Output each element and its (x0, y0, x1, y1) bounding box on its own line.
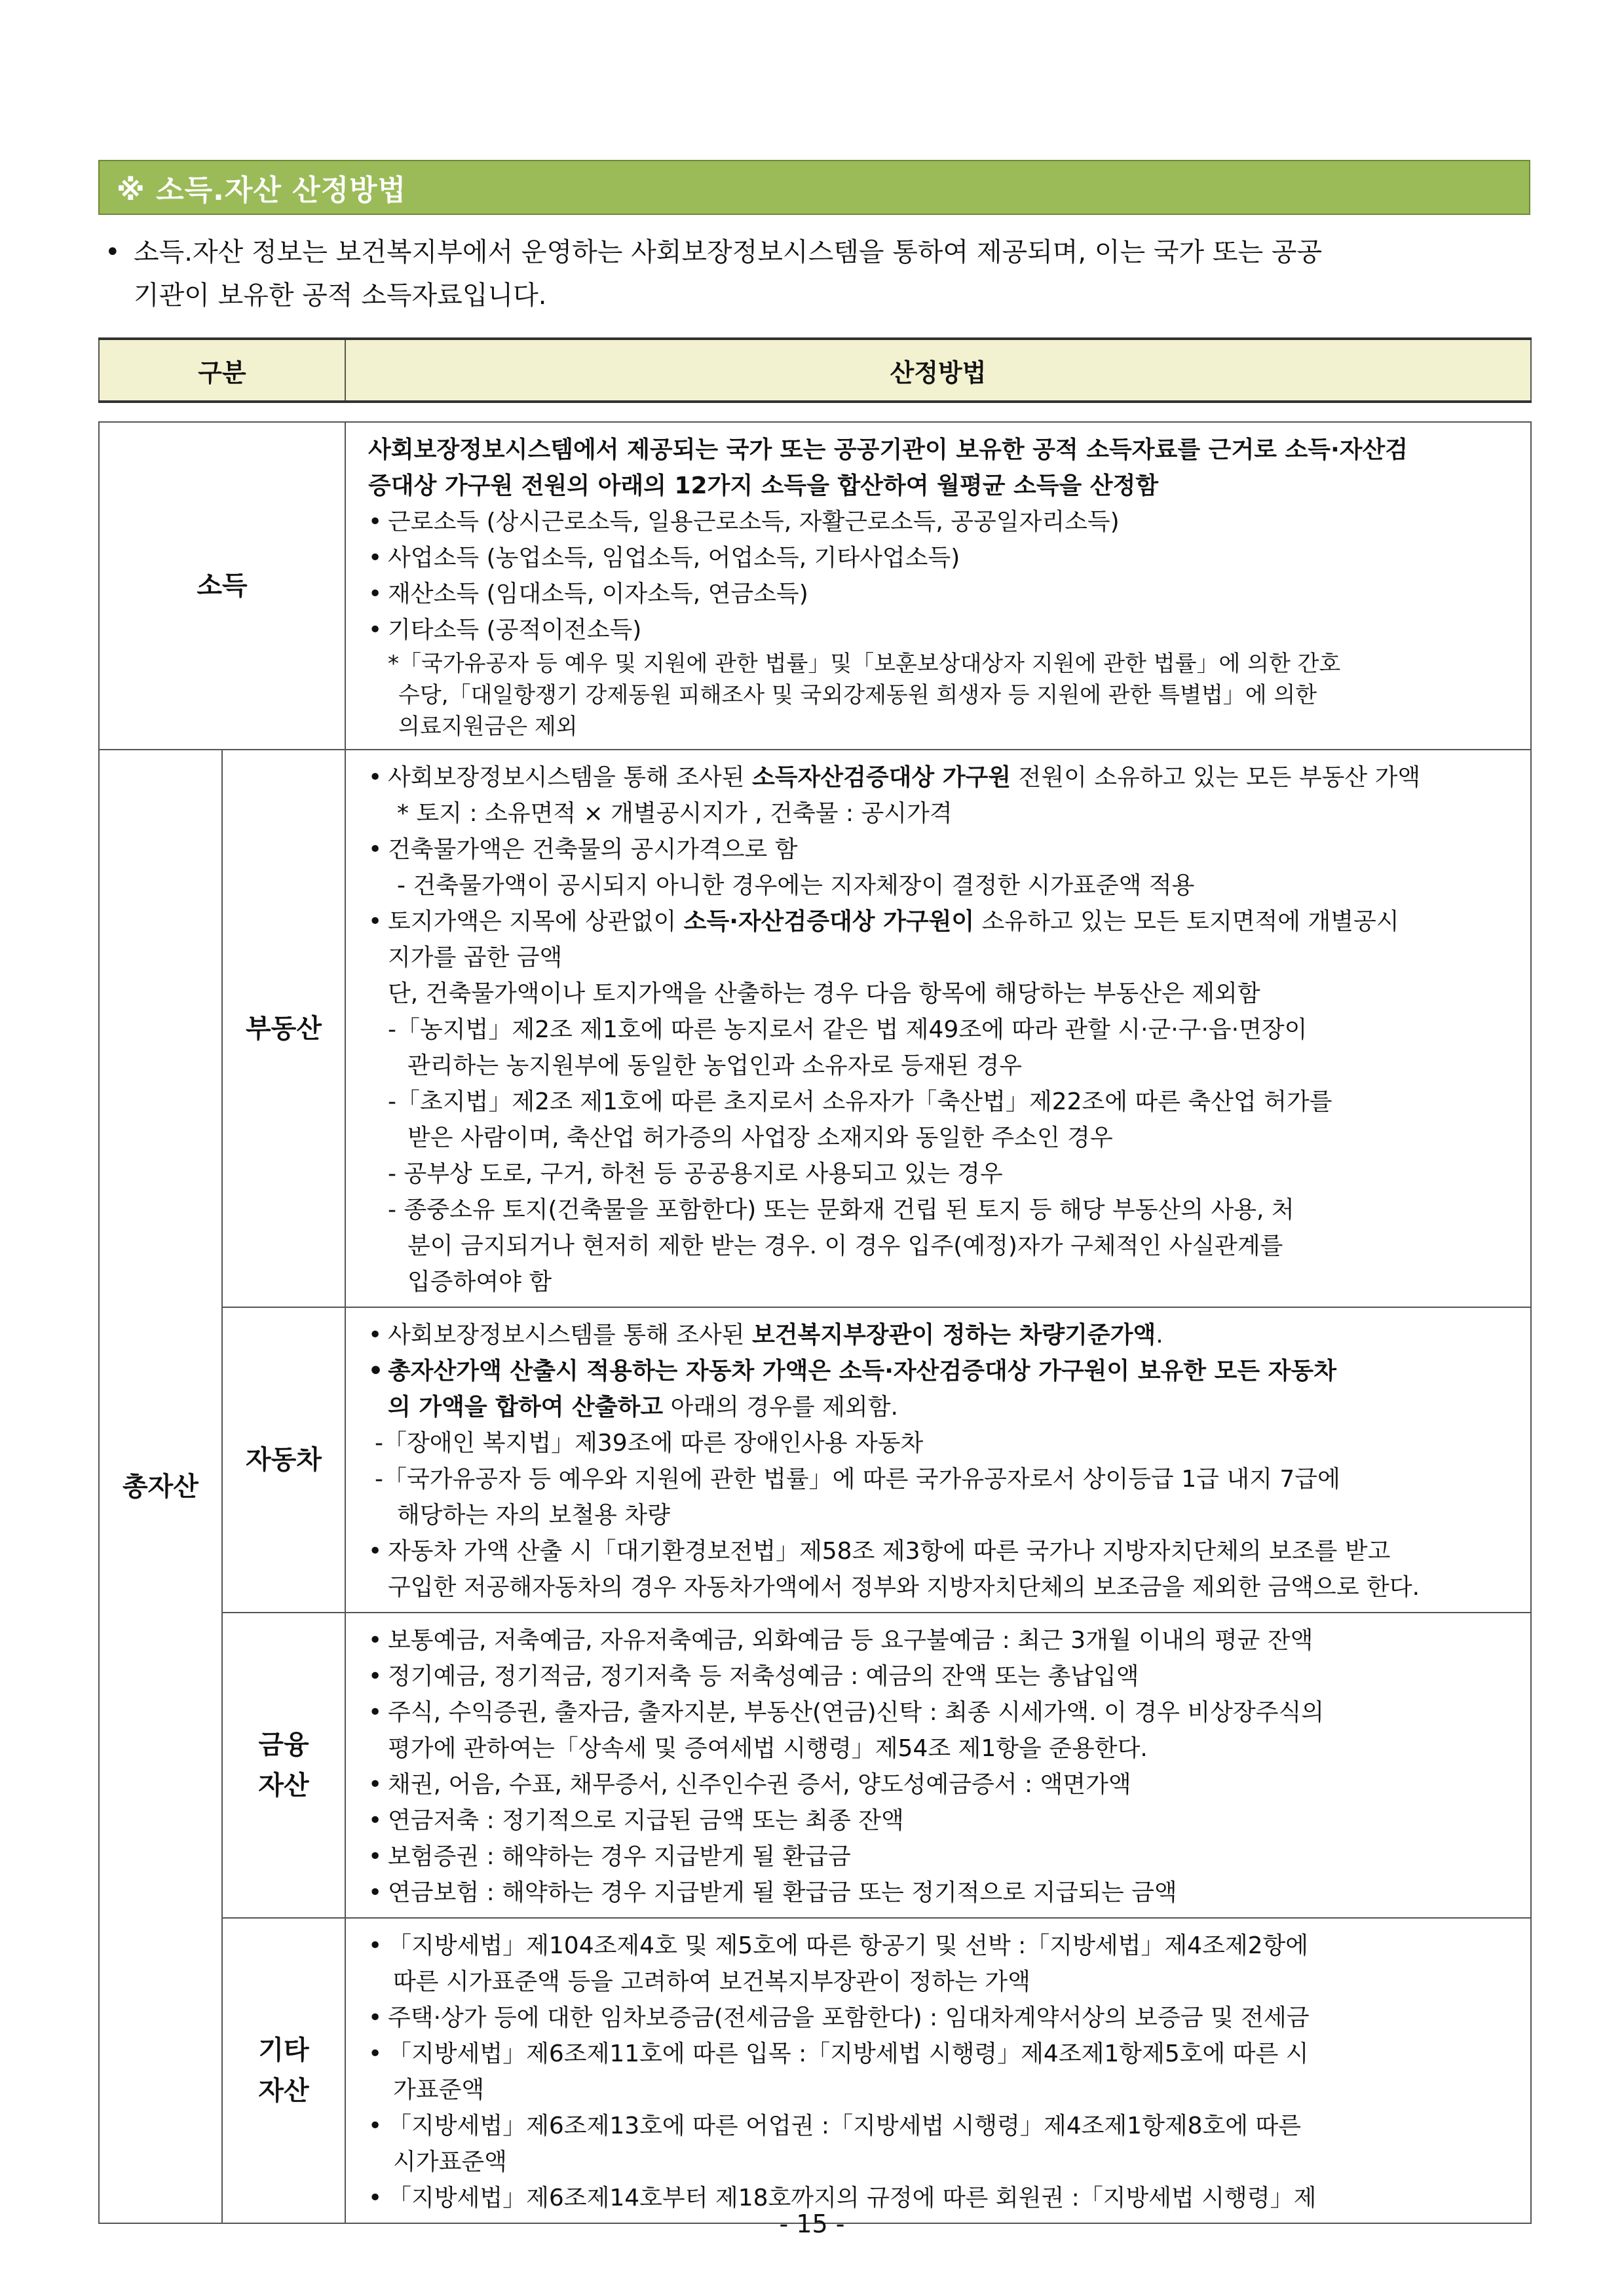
realestate-content (345, 750, 1531, 1307)
table-row-income (99, 422, 1531, 750)
financial-item: • 보험증권 : 해약하는 경우 지급받게 될 환급금 (368, 1839, 1517, 1875)
category-label: 자산 (258, 1770, 309, 1801)
realestate-line: 받은 사람이며, 축산업 허가증의 사업장 소재지와 동일한 주소인 경우 (407, 1124, 1113, 1151)
text-span: 전원이 소유하고 있는 모든 부동산 가액 (1011, 764, 1421, 791)
realestate-line: * 토지 : 소유면적 × 개별공시지가 , 건축물 : 공시가격 (397, 800, 953, 827)
other-item-cont: 따른 시가표준액 등을 고려하여 보건복지부장관이 정하는 가액 (393, 1968, 1030, 1995)
category-label: 자산 (258, 2076, 309, 2106)
income-note: *「국가유공자 등 예우 및 지원에 관한 법률」및「보훈보상대상자 지원에 관한 법률」에 의한 간호 (388, 651, 1341, 677)
section-title: ※ 소득.자산 산정방법 (117, 174, 407, 207)
income-note: 수당,「대일항쟁기 강제동원 피해조사 및 국외강제동원 희생자 등 지원에 관한 특별법」에 의한 (398, 682, 1317, 708)
other-item-cont: 가표준액 (393, 2076, 485, 2103)
financial-item: • 연금저축 : 정기적으로 지급된 금액 또는 최종 잔액 (368, 1803, 1517, 1839)
realestate-line (368, 904, 1517, 940)
vehicle-line: • 자동차 가액 산출 시「대기환경보전법」제58조 제3항에 따른 국가나 지방자치단체의 보조를 받고 (368, 1533, 1517, 1569)
vehicle-line (368, 1389, 1517, 1425)
income-item: • 사업소득 (농업소득, 임업소득, 어업소득, 기타사업소득) (368, 540, 1517, 576)
financial-item-cont: 평가에 관하여는「상속세 및 증여세법 시행령」제54조 제1항을 준용한다. (388, 1735, 1148, 1762)
realestate-line: -「초지법」제2조 제1호에 따른 초지로서 소유자가「축산법」제22조에 따른 축산업 허가를 (388, 1088, 1332, 1115)
text-span: 아래의 경우를 제외함. (663, 1394, 898, 1421)
financial-item: • 보통예금, 저축예금, 자유저축예금, 외화예금 등 요구불예금 : 최근 3개월 이내의 평균 잔액 (368, 1622, 1517, 1658)
income-item: • 재산소득 (임대소득, 이자소득, 연금소득) (368, 576, 1517, 612)
category-total-assets: 총자산 (99, 750, 222, 2223)
table-row-financial (99, 1613, 1531, 1918)
vehicle-line (368, 1317, 1517, 1353)
other-item: • 「지방세법」제6조제13호에 따른 어업권 :「지방세법 시행령」제4조제1항제8호에 따른 (368, 2108, 1517, 2144)
realestate-line: -「농지법」제2조 제1호에 따른 농지로서 같은 법 제49조에 따라 관할 시·군·구·읍·면장이 (388, 1016, 1308, 1043)
category-financial (222, 1613, 345, 1918)
vehicle-line: -「장애인 복지법」제39조에 따른 장애인사용 자동차 (375, 1430, 924, 1457)
realestate-line (368, 759, 1517, 795)
text-span-bold: 소득·자산검증대상 가구원이 (683, 908, 975, 935)
header-category: 구분 (99, 339, 345, 402)
text-span-bold: 소득자산검증대상 가구원 (752, 764, 1011, 791)
text-span: 사회보장정보시스템을 통해 조사된 (388, 764, 752, 791)
text-span-bold: 의 가액을 합하여 산출하고 (388, 1394, 664, 1421)
other-content (345, 1918, 1531, 2223)
income-note: 의료지원금은 제외 (398, 714, 578, 740)
vehicle-line: 해당하는 자의 보철용 차량 (397, 1502, 670, 1529)
section-title-bar (98, 160, 1530, 215)
other-item: • 「지방세법」제6조제11호에 따른 입목 :「지방세법 시행령」제4조제1항제5호에 따른 시 (368, 2036, 1517, 2072)
financial-item: • 연금보험 : 해약하는 경우 지급받게 될 환급금 또는 정기적으로 지급되는 금액 (368, 1875, 1517, 1911)
category-income: 소득 (99, 422, 345, 750)
realestate-line: - 건축물가액이 공시되지 아니한 경우에는 지자체장이 결정한 시가표준액 적용 (397, 872, 1195, 899)
text-span: 토지가액은 지목에 상관없이 (388, 908, 684, 935)
category-realestate: 부동산 (222, 750, 345, 1307)
realestate-line: • 건축물가액은 건축물의 공시가격으로 함 (368, 832, 1517, 868)
income-content (345, 422, 1531, 750)
income-lead: 증대상 가구원 전원의 아래의 12가지 소득을 합산하여 월평균 소득을 산정함 (368, 472, 1159, 499)
realestate-line: 입증하여야 함 (407, 1269, 552, 1295)
income-item: • 근로소득 (상시근로소득, 일용근로소득, 자활근로소득, 공공일자리소득) (368, 504, 1517, 540)
realestate-line: 단, 건축물가액이나 토지가액을 산출하는 경우 다음 항목에 해당하는 부동산은 제외함 (388, 980, 1260, 1007)
vehicle-line: • 총자산가액 산출시 적용하는 자동차 가액은 소득·자산검증대상 가구원이 보유한 모든 자동차 (368, 1353, 1517, 1389)
realestate-line: 관리하는 농지원부에 동일한 농업인과 소유자로 등재된 경우 (407, 1052, 1023, 1079)
other-item: • 「지방세법」제104조제4호 및 제5호에 따른 항공기 및 선박 :「지방세법」제4조제2항에 (368, 1928, 1517, 1964)
financial-item: • 정기예금, 정기적금, 정기저축 등 저축성예금 : 예금의 잔액 또는 총납입액 (368, 1658, 1517, 1694)
table-spacer (99, 402, 1531, 422)
other-item-cont: 시가표준액 (393, 2149, 507, 2175)
page-number: - 15 - (779, 2210, 845, 2238)
intro-line: 소득.자산 정보는 보건복지부에서 운영하는 사회보장정보시스템을 통하여 제공되며, 이는 국가 또는 공공 (134, 237, 1323, 267)
category-label: 금융 (258, 1730, 309, 1760)
income-item: • 기타소득 (공적이전소득) (368, 612, 1517, 648)
financial-item: • 채권, 어음, 수표, 채무증서, 신주인수권 증서, 양도성예금증서 : 액면가액 (368, 1767, 1517, 1803)
category-other (222, 1918, 345, 2223)
header-method: 산정방법 (345, 339, 1531, 402)
table-row-other (99, 1918, 1531, 2223)
realestate-line: - 공부상 도로, 구거, 하천 등 공공용지로 사용되고 있는 경우 (388, 1160, 1003, 1187)
other-item: • 주택·상가 등에 대한 임차보증금(전세금을 포함한다) : 임대차계약서상의 보증금 및 전세금 (368, 2000, 1517, 2036)
financial-item: • 주식, 수익증권, 출자금, 출자지분, 부동산(연금)신탁 : 최종 시세가액. 이 경우 비상장주식의 (368, 1694, 1517, 1731)
income-lead: 사회보장정보시스템에서 제공되는 국가 또는 공공기관이 보유한 공적 소득자료를 근거로 소득·자산검 (368, 436, 1408, 463)
intro-line: 기관이 보유한 공적 소득자료입니다. (134, 280, 547, 311)
table-row-realestate (99, 750, 1531, 1307)
category-label: 기타 (258, 2035, 309, 2065)
other-item: • 「지방세법」제6조제14호부터 제18호까지의 규정에 따른 회원권 :「지방세법 시행령」제 (368, 2180, 1517, 2216)
text-span: 사회보장정보시스템를 통해 조사된 (388, 1322, 752, 1349)
text-span: . (1156, 1322, 1163, 1349)
vehicle-line: -「국가유공자 등 예우와 지원에 관한 법률」에 따른 국가유공자로서 상이등급 1급 내지 7급에 (375, 1466, 1340, 1493)
text-span: 소유하고 있는 모든 토지면적에 개별공시 (974, 908, 1399, 935)
bullet-icon: • (105, 237, 121, 267)
calculation-method-table (98, 337, 1532, 2224)
realestate-line: 분이 금지되거나 현저히 제한 받는 경우. 이 경우 입주(예정)자가 구체적인 사실관계를 (407, 1233, 1283, 1259)
category-vehicle: 자동차 (222, 1307, 345, 1613)
realestate-line: 지가를 곱한 금액 (388, 944, 563, 971)
financial-content (345, 1613, 1531, 1918)
vehicle-line: 구입한 저공해자동차의 경우 자동차가액에서 정부와 지방자치단체의 보조금을 제외한 금액으로 한다. (388, 1574, 1420, 1601)
realestate-line: - 종중소유 토지(건축물을 포함한다) 또는 문화재 건립 된 토지 등 해당 부동산의 사용, 처 (388, 1196, 1294, 1223)
vehicle-content (345, 1307, 1531, 1613)
table-row-vehicle (99, 1307, 1531, 1613)
text-span-bold: 보건복지부장관이 정하는 차량기준가액 (752, 1322, 1156, 1349)
intro-paragraph (105, 231, 1530, 317)
